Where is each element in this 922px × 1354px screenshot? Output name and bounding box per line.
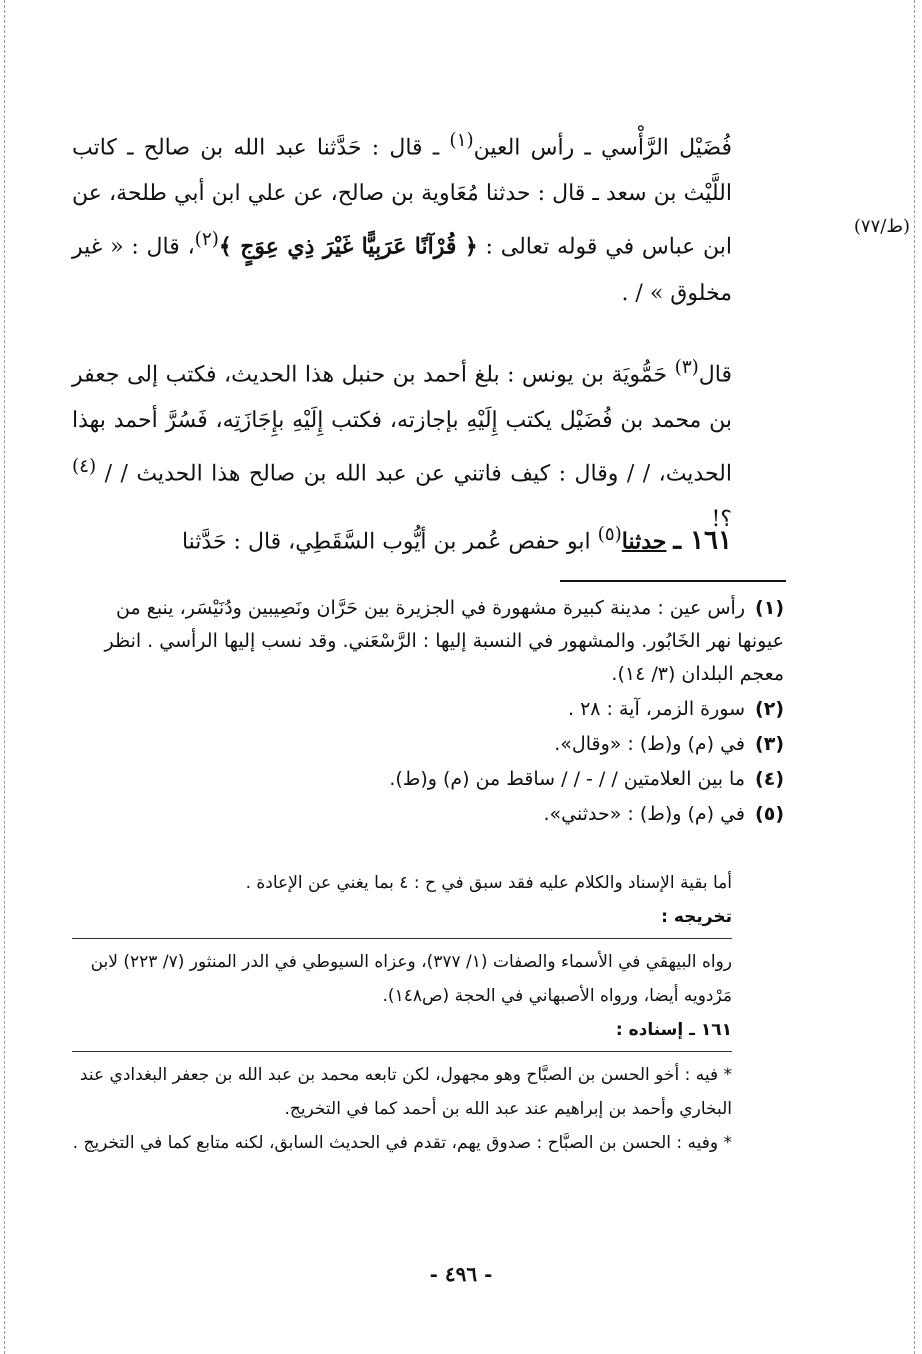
footnote-text: رأس عين : مدينة كبيرة مشهورة في الجزيرة بين حَرَّان ونَصِيبين ودُنَيْسَر، ينبع من عيونها نهر الخَابُور. والمشهور في النسبة إليها : الرَّسْعَني. وقد نسب إليها الرأسي . انظر معجم البلدان (٣/ ١٤). xyxy=(104,597,784,685)
takhrij-divider xyxy=(72,938,732,939)
footnote-ref-4: (٤) xyxy=(72,455,97,477)
hadith-number: ١٦١ ـ xyxy=(673,525,732,556)
footnote-text: سورة الزمر، آية : ٢٨ . xyxy=(567,698,746,720)
qala-text: قال xyxy=(698,361,732,387)
footnote-number: (١) xyxy=(755,597,784,619)
footnote-2 xyxy=(84,693,784,726)
isnad-note-1: * فيه : أخو الحسن بن الصبَّاح وهو مجهول، لكن تابعه محمد بن عبد الله بن جعفر البغدادي عند البخاري وأحمد بن إبراهيم عند عبد الله بن أحمد كما في التخريج. xyxy=(79,1065,732,1119)
hadith-chain-start: ابو حفص عُمر بن أيُّوب السَّقَطِي، قال : حَدَّثنا xyxy=(181,529,598,555)
chain-text: ـ قال : حَدَّثنا عبد الله بن صالح ـ كاتب اللَّيْث بن سعد ـ قال : حدثنا مُعَاوية بن صالح، عن علي ابن أبي طلحة، عن ابن عباس في قوله تعالى : xyxy=(72,135,732,260)
margin-note: (ط/٧٧) xyxy=(853,216,910,237)
footnote-number: (٥) xyxy=(755,803,784,825)
footnote-separator xyxy=(560,580,786,582)
footnote-ref-2: (٢) xyxy=(194,229,219,251)
main-paragraph-1 xyxy=(72,118,732,317)
footnote-number: (٢) xyxy=(755,698,784,720)
verse-comment: ، قال : « غير مخلوق » / . xyxy=(72,234,732,306)
isnad-note-2: * وفيه : الحسن بن الصبَّاح : صدوق يهم، تقدم في الحديث السابق، لكنه متابع كما في التخريج . xyxy=(72,1133,732,1153)
footnote-number: (٤) xyxy=(755,768,784,790)
footnote-5 xyxy=(84,798,784,831)
takhrij-intro: أما بقية الإسناد والكلام عليه فقد سبق في ح : ٤ بما يغني عن الإعادة . xyxy=(245,873,732,893)
scan-edge-right xyxy=(914,0,915,1354)
report-text: حَمُّويَة بن يونس : بلغ أحمد بن حنبل هذا الحديث، فكتب إلى جعفر بن محمد بن فُضَيْل يكتب إِلَيْهِ بإجازته، فكتب إِلَيْهِ بإِجَازَتِه، فَسُرَّ أحمد بهذا الحديث، / / وقال : كيف فاتني عن عبد الله بن صالح هذا الحديث / / xyxy=(72,361,732,487)
narrator-text: فُضَيْل الرَّأْسي ـ رأس العين xyxy=(473,135,732,161)
footnote-1 xyxy=(84,592,784,691)
scan-edge-left xyxy=(4,0,5,1354)
footnote-3 xyxy=(84,728,784,761)
page-number: - ٤٩٦ - xyxy=(429,1262,493,1286)
isnad-heading: ١٦١ ـ إسناده : xyxy=(615,1020,732,1040)
main-text xyxy=(72,118,732,543)
quran-verse: ﴿ قُرْآنًا عَرَبِيًّا غَيْرَ ذِي عِوَجٍ ﴾ xyxy=(218,233,478,260)
takhrij-body: رواه البيهقي في الأسماء والصفات (١/ ٣٧٧)، وعزاه السيوطي في الدر المنثور (٧/ ٢٢٣) لابن مَرْدويه أيضا، ورواه الأصبهاني في الحجة (ص١٤٨). xyxy=(90,952,732,1006)
footnote-4 xyxy=(84,763,784,796)
footnote-ref-1: (١) xyxy=(449,130,474,151)
footnote-ref-3: (٣) xyxy=(674,356,699,378)
footnote-text: في (م) و(ط) : «حدثني». xyxy=(543,803,746,825)
hadith-keyword: حدثنا xyxy=(621,528,667,555)
isnad-divider xyxy=(72,1051,732,1052)
footnotes xyxy=(84,592,784,833)
takhrij-section xyxy=(72,866,732,1160)
takhrij-heading: تخريجه : xyxy=(661,907,732,927)
footnote-text: في (م) و(ط) : «وقال». xyxy=(554,733,746,755)
hadith-heading xyxy=(72,512,732,565)
footnote-ref-5: (٥) xyxy=(597,524,622,545)
report-end: ؟! xyxy=(711,507,732,533)
footnote-text: ما بين العلامتين / / - / / ساقط من (م) و(ط). xyxy=(389,768,746,790)
footnote-number: (٣) xyxy=(755,733,784,755)
